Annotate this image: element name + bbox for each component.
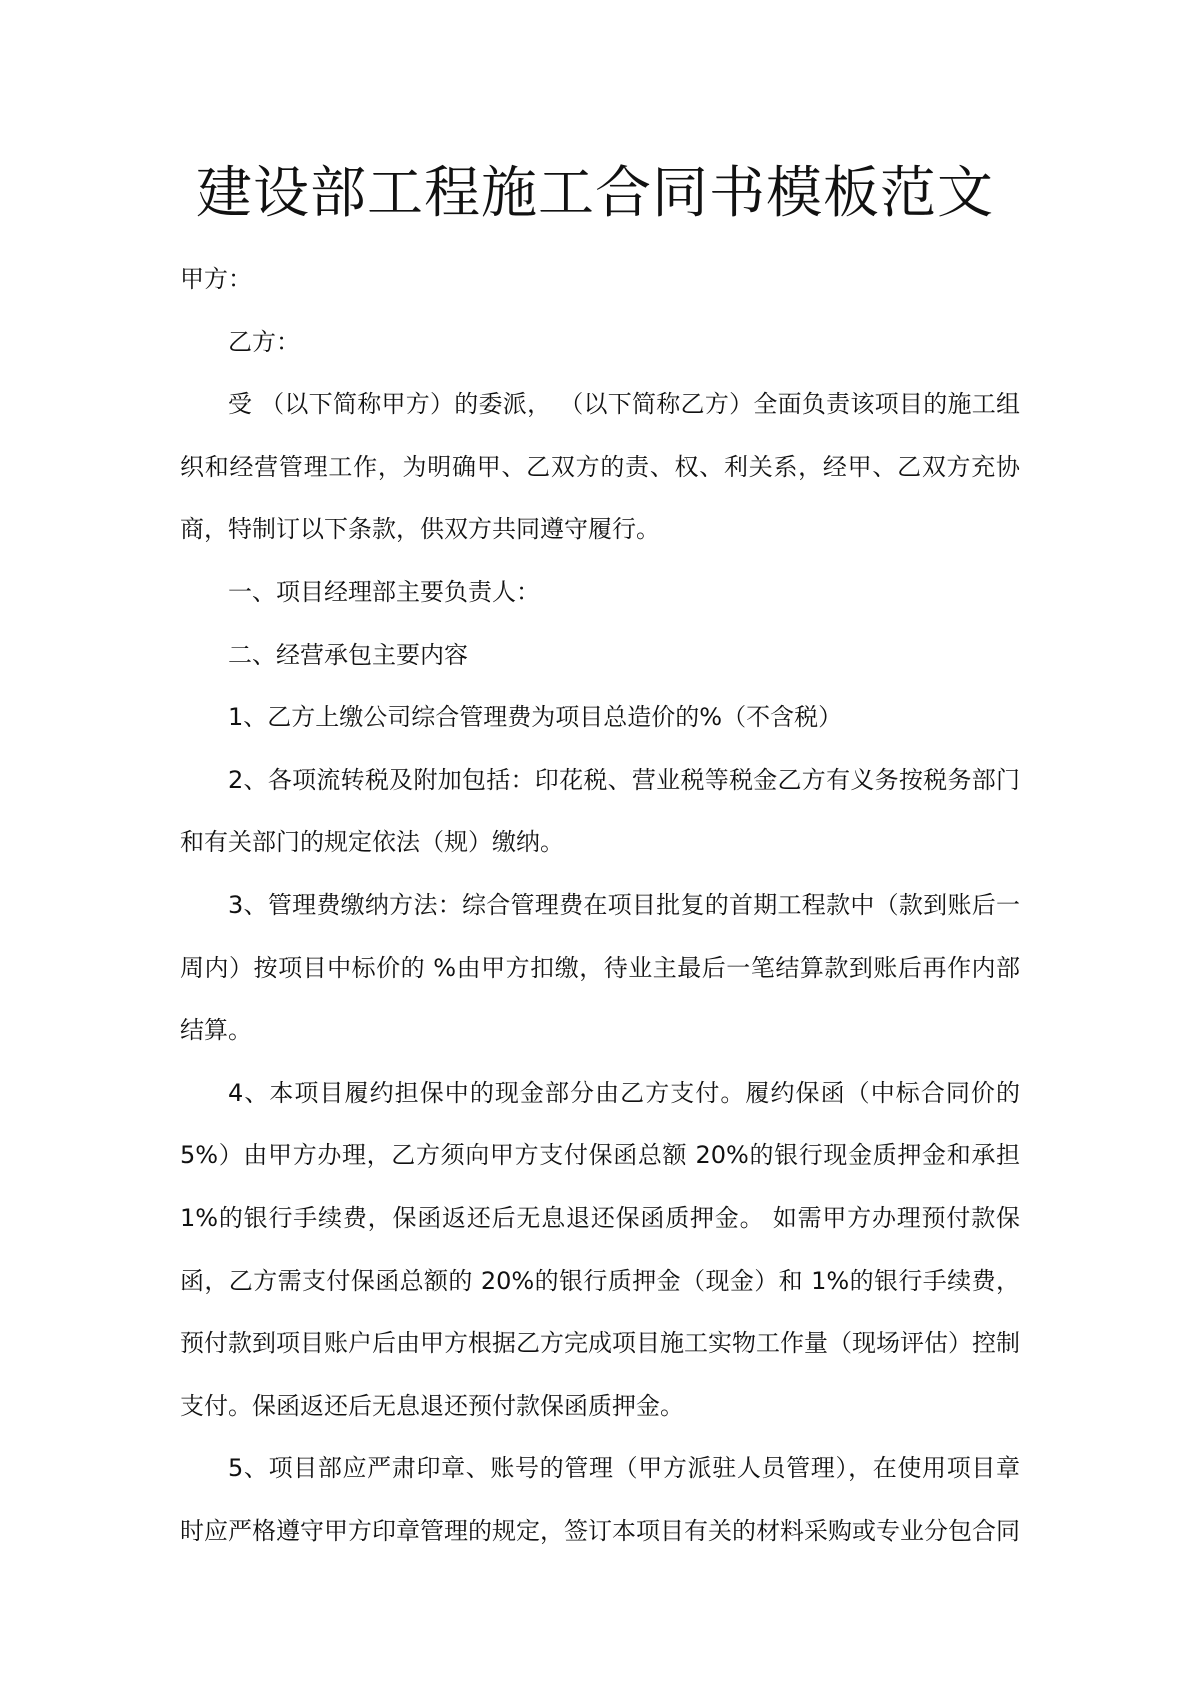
section-heading-1: 一、项目经理部主要负责人： bbox=[228, 577, 540, 606]
clause-item-2: 2、各项流转税及附加包括：印花税、营业税等税金乙方有义务按税务部门和有关部门的规定依法（规）缴纳。 bbox=[180, 765, 1020, 857]
clause-item-1: 1、乙方上缴公司综合管理费为项目总造价的%（不含税） bbox=[228, 703, 843, 732]
intro-paragraph: 受 （以下简称甲方）的委派， （以下简称乙方）全面负责该项目的施工组织和经营管理工作，为明确甲、乙双方的责、权、利关系，经甲、乙双方充协商，特制订以下条款，供双方共同遵守履行。 bbox=[180, 390, 1020, 544]
clause-item-3: 3、管理费缴纳方法：综合管理费在项目批复的首期工程款中（款到账后一周内）按项目中标价的 %由甲方扣缴，待业主最后一笔结算款到账后再作内部结算。 bbox=[180, 890, 1020, 1045]
section-heading-2: 二、经营承包主要内容 bbox=[228, 640, 468, 669]
clause-item-4: 4、本项目履约担保中的现金部分由乙方支付。履约保函（中标合同价的 5%）由甲方办理，乙方须向甲方支付保函总额 20%的银行现金质押金和承担 1%的银行手续费，保函返还后无息退还保函质押金。 如需甲方办理预付款保函，乙方需支付保函总额的 20%的银行质押金（现金）和 1%的银行手续费，预付款到项目账户后由甲方根据乙方完成项目施工实物工作量（现场评估）控制支付。保函返还后无息退还预付款保函质押金。 bbox=[180, 1078, 1020, 1420]
clause-item-5: 5、项目部应严肃印章、账号的管理（甲方派驻人员管理），在使用项目章时应严格遵守甲方印章管理的规定，签订本项目有关的材料采购或专业分包合同 bbox=[180, 1454, 1020, 1545]
party-b-label: 乙方： bbox=[228, 327, 300, 356]
document-body bbox=[180, 248, 1020, 1562]
document-title: 建设部工程施工合同书模板范文 bbox=[196, 161, 994, 226]
party-a-label: 甲方： bbox=[180, 265, 252, 293]
